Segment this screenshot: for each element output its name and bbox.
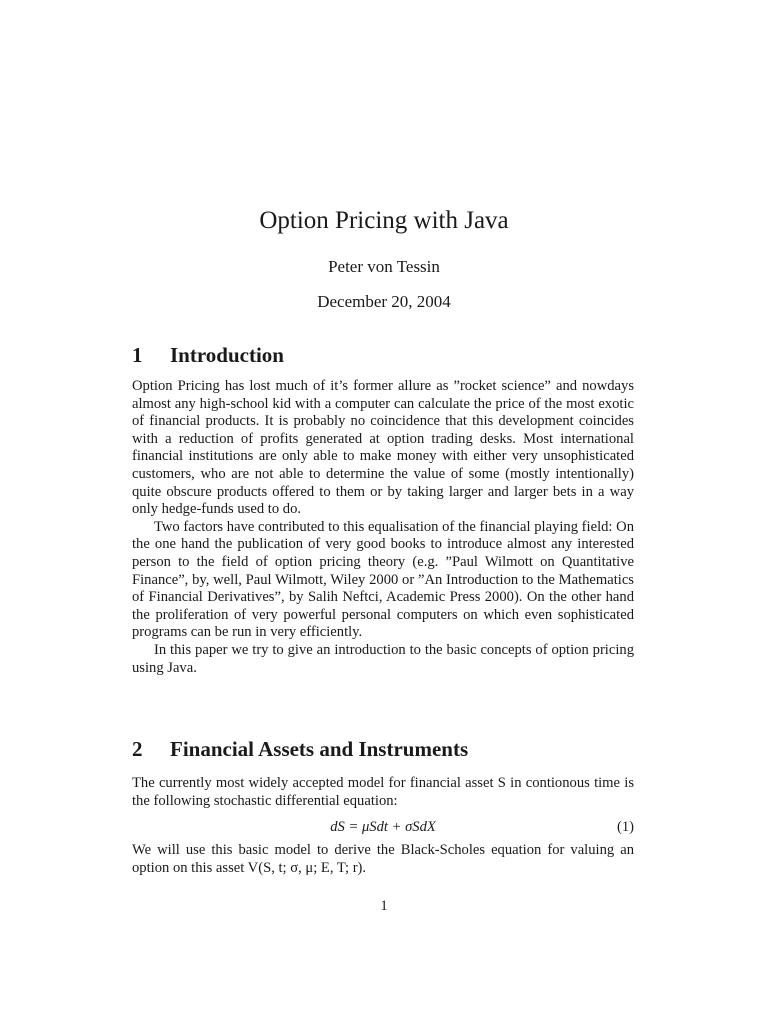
paragraph: The currently most widely accepted model for financial asset S in contionous time is the following stochastic differential equation: — [132, 775, 634, 809]
section-title: Introduction — [170, 343, 284, 367]
paper-author: Peter von Tessin — [328, 257, 440, 276]
section-number: 1 — [132, 343, 143, 367]
paragraph: Option Pricing has lost much of it’s former allure as ”rocket science” and nowdays almost any high-school kid with a computer can calculate the price of the most exotic of financial products. It is probably no coincidence that this development coincides with a reduction of profits generated at option trading desks. Most international financial institutions are only able to make money with either very unsophisticated customers, who are not able to determine the value of some (mostly intentionally) quite obscure products offered to them or by taking larger and larger bets in a way only hedge-funds used to do. — [132, 378, 634, 518]
section-body-introduction — [132, 378, 634, 677]
paper-title: Option Pricing with Java — [259, 207, 509, 234]
page-number: 1 — [380, 898, 388, 914]
paragraph: In this paper we try to give an introduction to the basic concepts of option pricing using Java. — [132, 641, 634, 676]
section-body-financial-assets — [132, 775, 634, 810]
equation-row — [132, 817, 634, 837]
equation-number: (1) — [616, 819, 634, 835]
paper-date: December 20, 2004 — [317, 292, 451, 311]
section-heading-introduction — [132, 341, 284, 369]
paragraph: Two factors have contributed to this equalisation of the financial playing field: On the one hand the publication of very good books to introduce almost any interested person to the field of option pricing theory (e.g. ”Paul Wilmott on Quantitative Finance”, by, well, Paul Wilmott, Wiley 2000 or ”An Introduction to the Mathematics of Financial Derivatives”, by Salih Neftci, Academic Press 2000). On the other hand the proliferation of very powerful personal computers on which even sophisticated programs can be run in very efficiently. — [132, 518, 634, 641]
paragraph: We will use this basic model to derive the Black-Scholes equation for valuing an option on this asset V(S, t; σ, μ; E, T; r). — [132, 842, 634, 876]
section-body-after-equation — [132, 842, 634, 877]
section-title: Financial Assets and Instruments — [170, 737, 469, 761]
section-heading-financial-assets — [132, 735, 468, 763]
section-number: 2 — [132, 737, 143, 761]
equation: dS = μSdt + σSdX — [330, 819, 436, 835]
